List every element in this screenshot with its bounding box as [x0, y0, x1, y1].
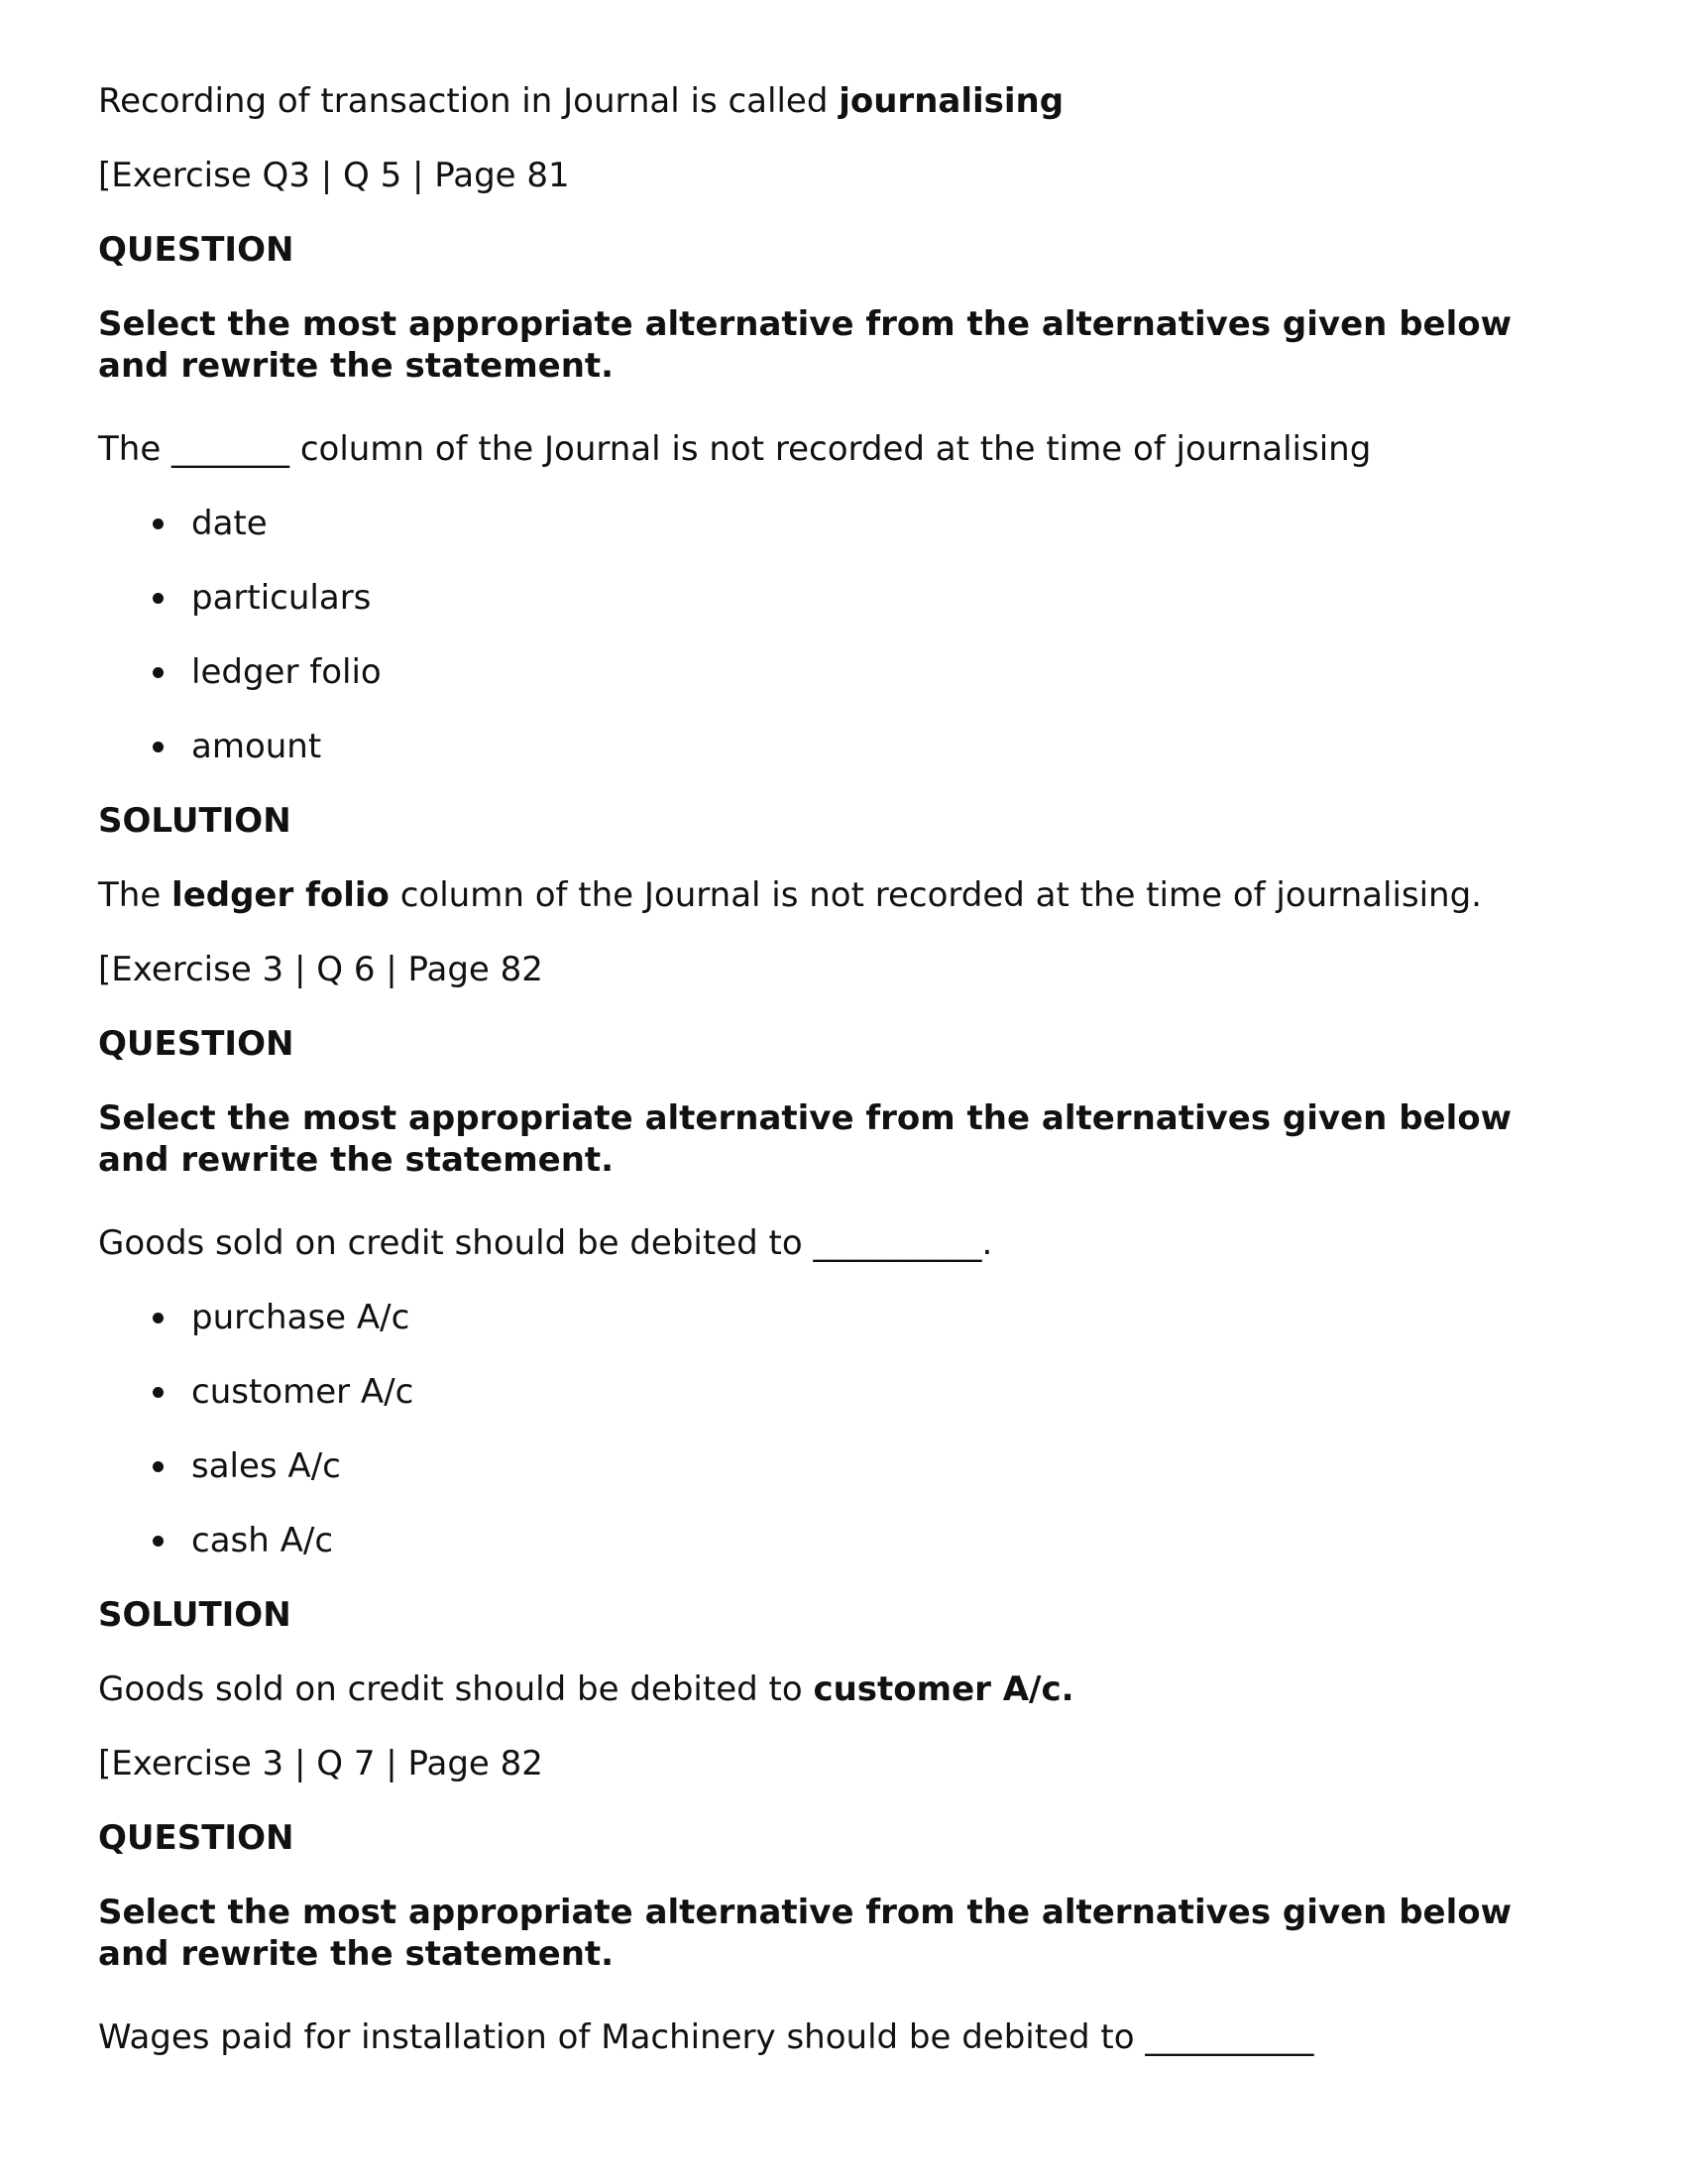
solution-heading: SOLUTION — [98, 801, 291, 841]
exercise-reference: [Exercise 3 | Q 6 | Page 82 — [98, 950, 543, 989]
question-heading: QUESTION — [98, 1024, 294, 1064]
solution-text-before: The — [98, 875, 172, 915]
option-item: purchase A/c — [191, 1298, 410, 1337]
question-instruction: Select the most appropriate alternative from the alternatives given below and rewrite the statement. — [98, 1098, 1513, 1180]
intro-text: Recording of transaction in Journal is called — [98, 81, 840, 121]
solution-text-after: column of the Journal is not recorded at the time of journalising. — [389, 875, 1482, 915]
solution-answer: customer A/c. — [813, 1669, 1074, 1709]
option-item: amount — [191, 727, 322, 766]
question-heading: QUESTION — [98, 230, 294, 270]
solution-text — [98, 874, 1482, 916]
question-statement: Goods sold on credit should be debited to __________. — [98, 1223, 993, 1263]
exercise-reference: [Exercise 3 | Q 7 | Page 82 — [98, 1744, 543, 1783]
solution-heading: SOLUTION — [98, 1595, 291, 1635]
question-instruction: Select the most appropriate alternative from the alternatives given below and rewrite the statement. — [98, 1893, 1513, 1974]
question-heading: QUESTION — [98, 1818, 294, 1858]
option-item: particulars — [191, 578, 372, 618]
intro-solution-line — [98, 80, 1064, 122]
option-item: sales A/c — [191, 1446, 341, 1486]
question-statement: Wages paid for installation of Machinery should be debited to __________ — [98, 2017, 1314, 2057]
intro-answer: journalising — [839, 81, 1065, 121]
solution-answer: ledger folio — [171, 875, 390, 915]
solution-text-before: Goods sold on credit should be debited to — [98, 1669, 814, 1709]
exercise-reference: [Exercise Q3 | Q 5 | Page 81 — [98, 156, 570, 195]
option-item: ledger folio — [191, 652, 382, 692]
option-item: customer A/c — [191, 1372, 414, 1412]
option-item: date — [191, 504, 268, 543]
solution-text — [98, 1668, 1074, 1710]
option-item: cash A/c — [191, 1521, 334, 1560]
question-statement: The _______ column of the Journal is not recorded at the time of journalising — [98, 429, 1372, 469]
question-instruction: Select the most appropriate alternative from the alternatives given below and rewrite the statement. — [98, 304, 1513, 386]
